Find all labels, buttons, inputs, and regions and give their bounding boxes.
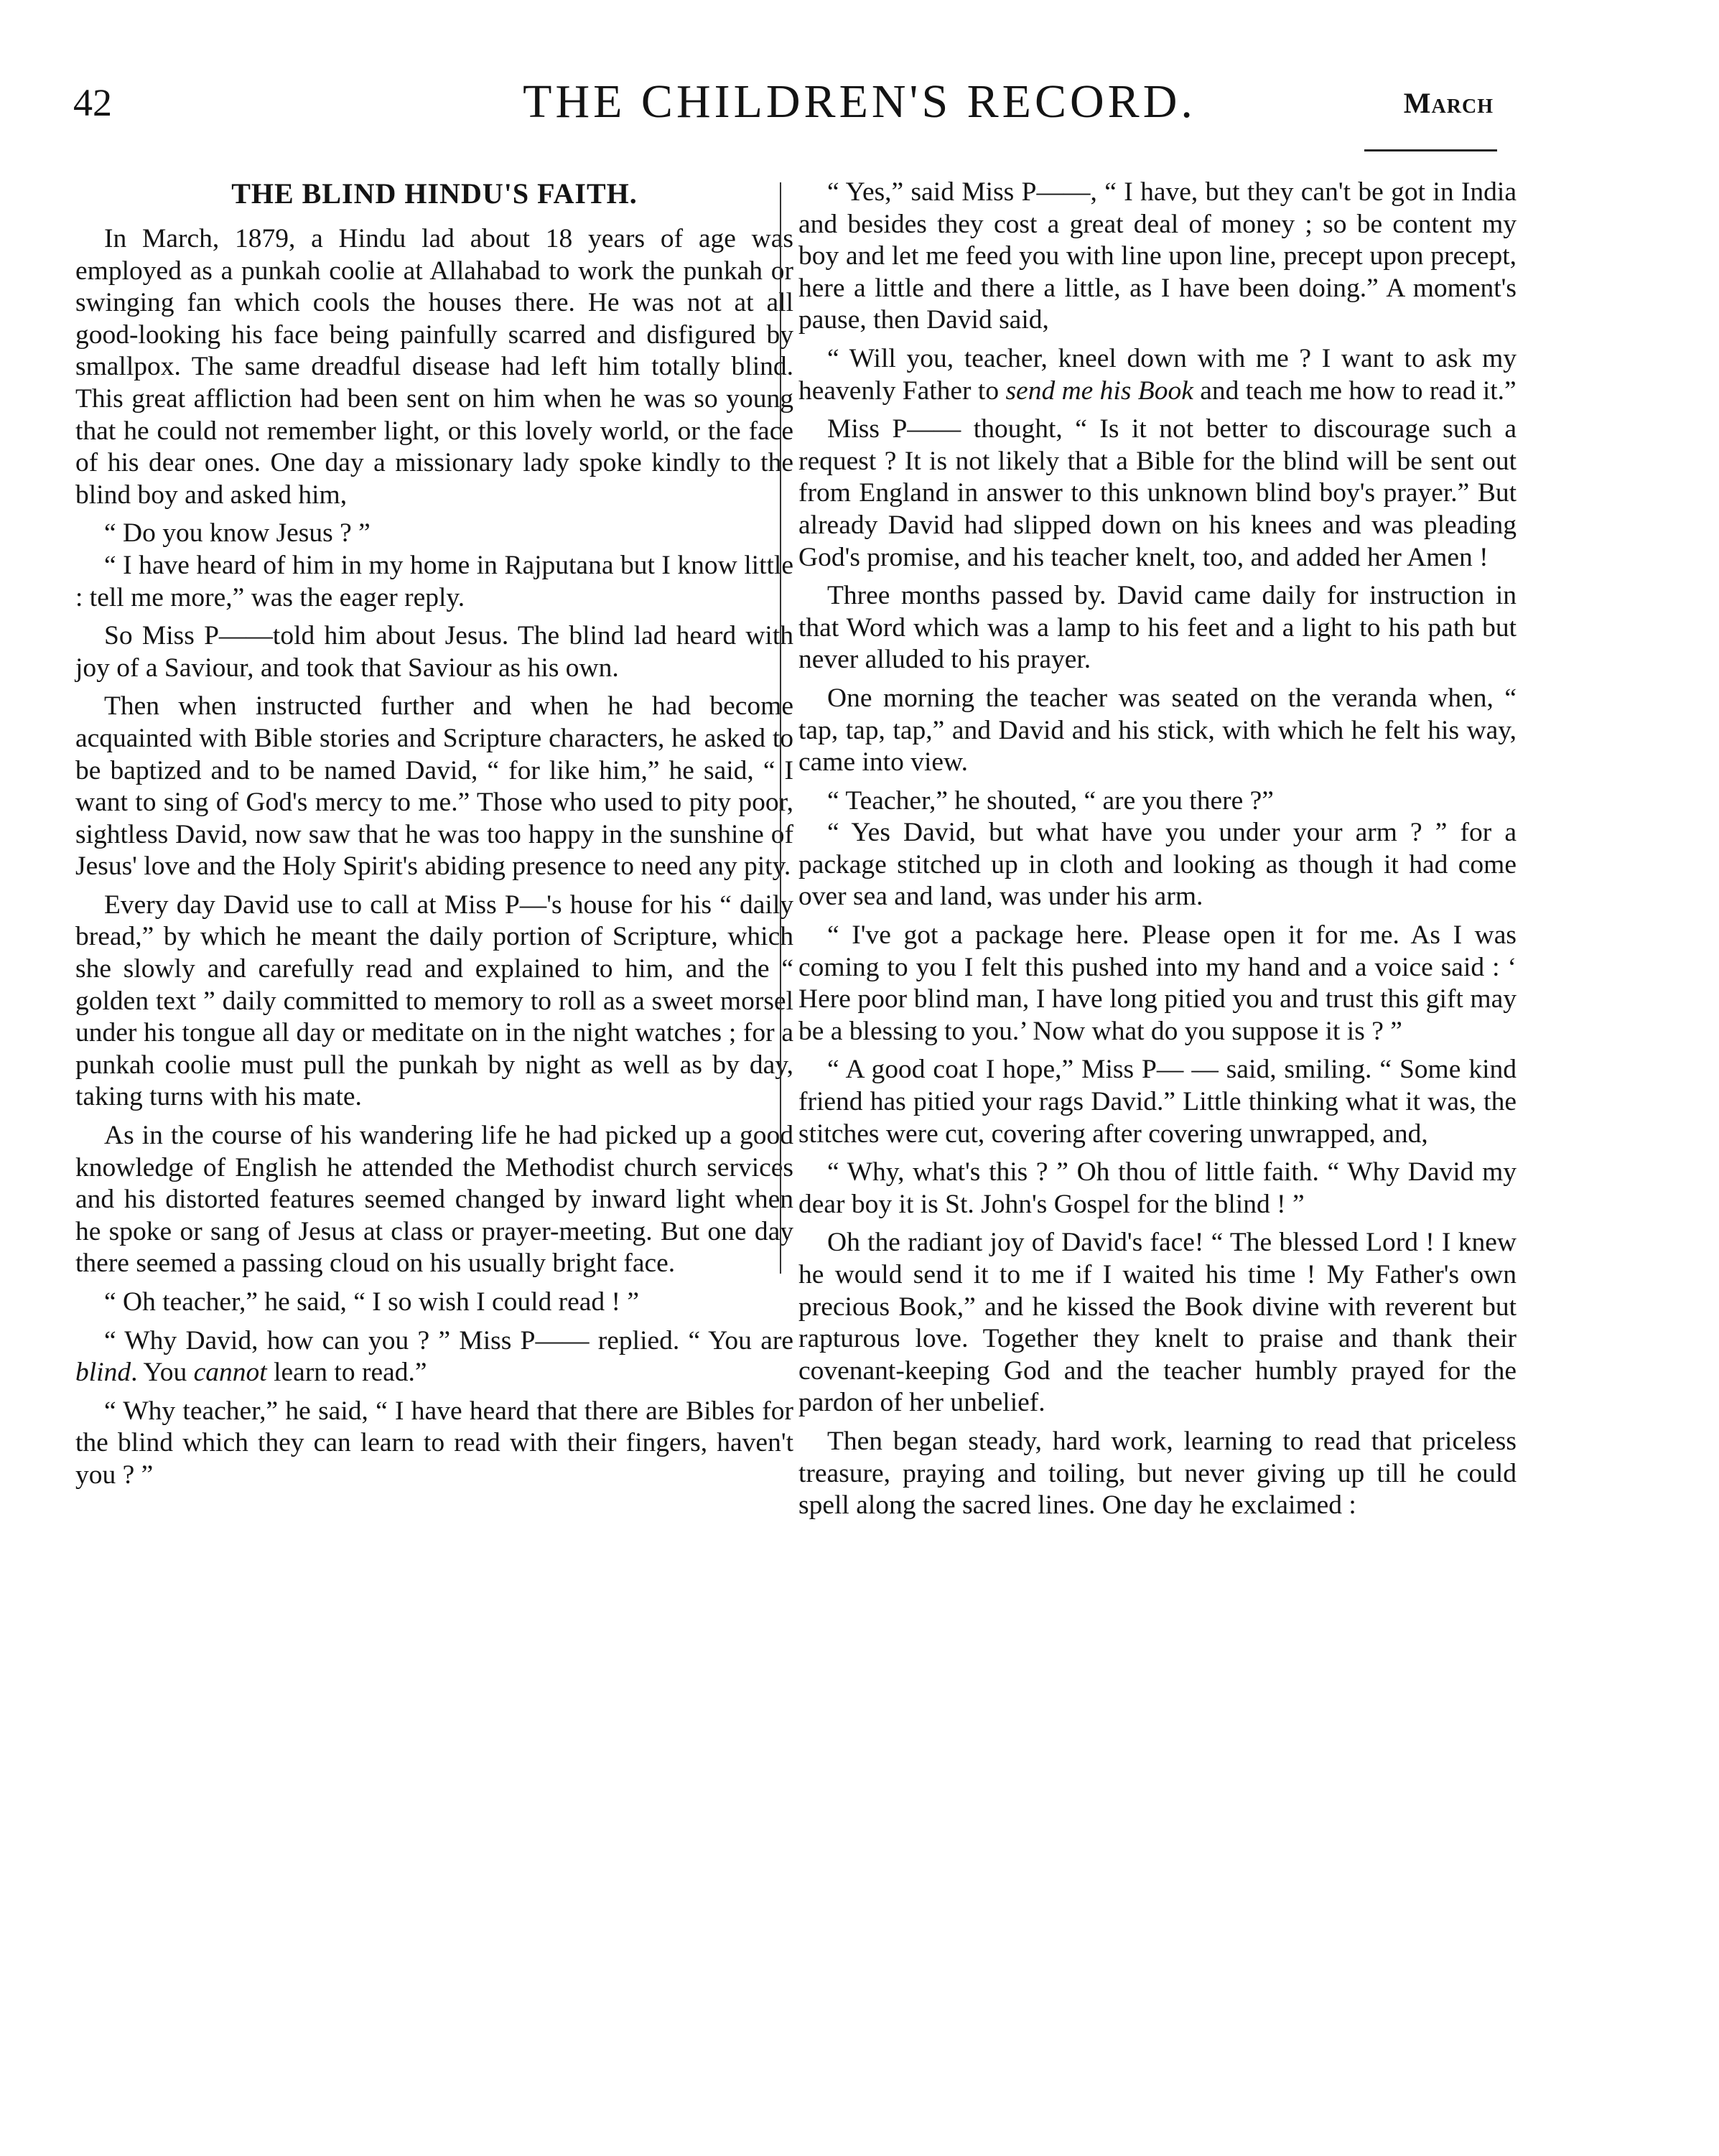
paragraph: As in the course of his wandering life he had picked up a good knowledge of English he attended the Methodist church services and his distorted features seemed changed by inward light when he spoke or sang of Jesus at class or prayer-meeting. But one day there seemed a passing cloud on his usually bright face. <box>75 1121 793 1279</box>
text-run: “ Why David, how can you ? ” Miss P—— replied. “ You are <box>104 1325 793 1355</box>
paragraph: One morning the teacher was seated on the veranda when, “ tap, tap, tap,” and David and his stick, with which he felt his way, came into view. <box>798 683 1517 778</box>
paragraph: “ Why, what's this ? ” Oh thou of little faith. “ Why David my dear boy it is St. John's Gospel for the blind ! ” <box>798 1157 1517 1219</box>
paragraph: “ Yes,” said Miss P——, “ I have, but they can't be got in India and besides they cost a great deal of money ; so be content my boy and let me feed you with line upon line, precept upon precept, here a little and there a little, as I have been doing.” A moment's pause, then David said, <box>798 177 1517 335</box>
issue-month: March <box>1403 87 1494 119</box>
paragraph: Then began steady, hard work, learning to read that priceless treasure, praying and toiling, but never giving up till he could spell along the sacred lines. One day he exclaimed : <box>798 1426 1517 1521</box>
paragraph: “ I have heard of him in my home in Rajputana but I know little : tell me more,” was the eager reply. <box>75 550 793 612</box>
paragraph: Miss P—— thought, “ Is it not better to discourage such a request ? It is not likely that a Bible for the blind will be sent out from England in answer to this unknown blind boy's prayer.” But already David had slipped down on his knees and was pleading God's promise, and his teacher knelt, too, and added her Amen ! <box>798 414 1517 572</box>
left-column <box>75 177 793 1498</box>
paragraph <box>75 1325 793 1389</box>
text-run: and teach me how to read it.” <box>1193 375 1517 406</box>
text-run: “ Will you, teacher, kneel down with me ? I want to ask my heavenly Father to <box>798 343 1517 406</box>
column-divider <box>780 182 781 1274</box>
right-column <box>798 177 1517 1529</box>
text-run: learn to read.” <box>266 1358 427 1388</box>
header-rule <box>1364 149 1497 151</box>
paragraph: Then when instructed further and when he had become acquainted with Bible stories and Scripture characters, he asked to be baptized and to be named David, “ for like him,” he said, “ I want to sing of God's mercy to me.” Those who used to pity poor, sightless David, now saw that he was too happy in the sunshine of Jesus' love and the Holy Spirit's abiding presence to need any pity. <box>75 691 793 882</box>
paragraph: In March, 1879, a Hindu lad about 18 years of age was employed as a punkah coolie at Allahabad to work the punkah or swinging fan which cools the houses there. He was not at all good-looking his face being painfully scarred and disfigured by smallpox. The same dreadful disease had left him totally blind. This great affliction had been sent on him when he was so young that he could not remember light, or this lovely world, or the face of his dear ones. One day a missionary lady spoke kindly to the blind boy and asked him, <box>75 224 793 510</box>
paragraph: Every day David use to call at Miss P—'s house for his “ daily bread,” by which he meant the daily portion of Scripture, which she slowly and carefully read and explained to him, and the “ golden text ” daily committed to memory to roll as a sweet morsel under his tongue all day or meditate on in the night watches ; for a punkah coolie must pull the punkah by night as well as by day, taking turns with his mate. <box>75 890 793 1112</box>
paragraph: “ Yes David, but what have you under your arm ? ” for a package stitched up in cloth and looking as though it had come over sea and land, was under his arm. <box>798 818 1517 912</box>
paragraph: “ Why teacher,” he said, “ I have heard that there are Bibles for the blind which they can learn to read with their fingers, haven't you ? ” <box>75 1396 793 1490</box>
text-run: . You <box>131 1358 194 1388</box>
page-number: 42 <box>73 81 112 124</box>
paragraph <box>798 343 1517 407</box>
paragraph: So Miss P——told him about Jesus. The blind lad heard with joy of a Saviour, and took that Saviour as his own. <box>75 621 793 683</box>
paragraph: “ Do you know Jesus ? ” <box>104 518 371 549</box>
article-title: THE BLIND HINDU'S FAITH. <box>231 177 638 210</box>
italic-text: cannot <box>193 1358 267 1388</box>
paragraph: “ A good coat I hope,” Miss P— — said, smiling. “ Some kind friend has pitied your rags David.” Little thinking what it was, the stitches were cut, covering after covering unwrapped, and, <box>798 1055 1517 1149</box>
journal-title: THE CHILDREN'S RECORD. <box>523 75 1196 128</box>
paragraph: Three months passed by. David came daily for instruction in that Word which was a lamp to his feet and a light to his path but never alluded to his prayer. <box>798 581 1517 675</box>
italic-text: send me his Book <box>1005 375 1193 406</box>
italic-text: blind <box>75 1358 131 1388</box>
paragraph: “ I've got a package here. Please open it for me. As I was coming to you I felt this pushed into my hand and a voice said : ‘ Here poor blind man, I have long pitied you and trust this gift may be a blessing to you.’ Now what do you suppose it is ? ” <box>798 920 1517 1046</box>
paragraph: “ Oh teacher,” he said, “ I so wish I could read ! ” <box>104 1287 640 1317</box>
paragraph: Oh the radiant joy of David's face! “ The blessed Lord ! I knew he would send it to me if I waited his time ! My Father's own precious Book,” and he kissed the Book divine with reverent but rapturous love. Together they knelt to praise and thank their covenant-keeping God and the teacher humbly prayed for the pardon of her unbelief. <box>798 1228 1517 1418</box>
paragraph: “ Teacher,” he shouted, “ are you there ?” <box>827 785 1274 816</box>
page-header <box>0 0 1719 144</box>
